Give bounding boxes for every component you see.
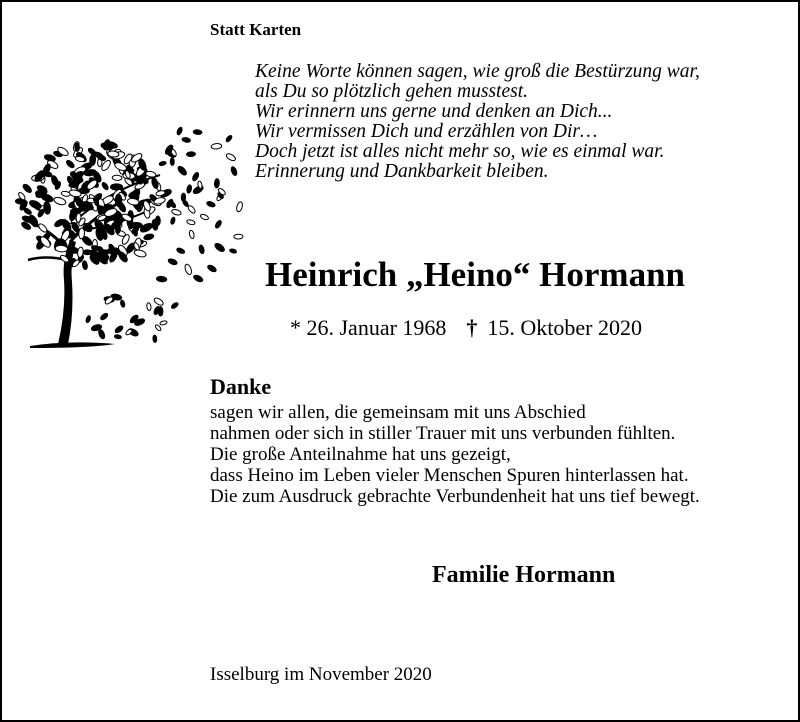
cross-icon: † (466, 315, 478, 340)
poem-line: Doch jetzt ist alles nicht mehr so, wie es einmal war. (255, 141, 665, 162)
poem-line: Keine Worte können sagen, wie groß die Bestürzung war, (255, 61, 700, 82)
poem-line: Wir erinnern uns gerne und denken an Dich... (255, 101, 613, 122)
signature: Familie Hormann (432, 562, 616, 588)
place-date: Isselburg im November 2020 (210, 664, 432, 685)
thanks-line: dass Heino im Leben vieler Menschen Spuren hinterlassen hat. (210, 465, 689, 486)
birth-date: * 26. Januar 1968 (290, 315, 447, 340)
windblown-tree-icon (10, 110, 250, 355)
thanks-line: Die zum Ausdruck gebrachte Verbundenheit hat uns tief bewegt. (210, 486, 700, 507)
poem-line: Wir vermissen Dich und erzählen von Dir… (255, 121, 598, 142)
thanks-line: sagen wir allen, die gemeinsam mit uns Abschied (210, 402, 586, 423)
thanks-line: Die große Anteilnahme hat uns gezeigt, (210, 444, 511, 465)
deceased-name: Heinrich „Heino“ Hormann (265, 255, 685, 294)
poem-line: Erinnerung und Dankbarkeit bleiben. (255, 161, 549, 182)
header-label: Statt Karten (210, 20, 302, 39)
thanks-heading: Danke (210, 374, 272, 399)
thanks-line: nahmen oder sich in stiller Trauer mit uns verbunden fühlten. (210, 423, 676, 444)
poem (255, 62, 700, 182)
death-date: 15. Oktober 2020 (487, 315, 643, 340)
poem-line: als Du so plötzlich gehen musstest. (255, 81, 528, 102)
thanks-text (210, 402, 700, 507)
life-dates (290, 314, 642, 342)
